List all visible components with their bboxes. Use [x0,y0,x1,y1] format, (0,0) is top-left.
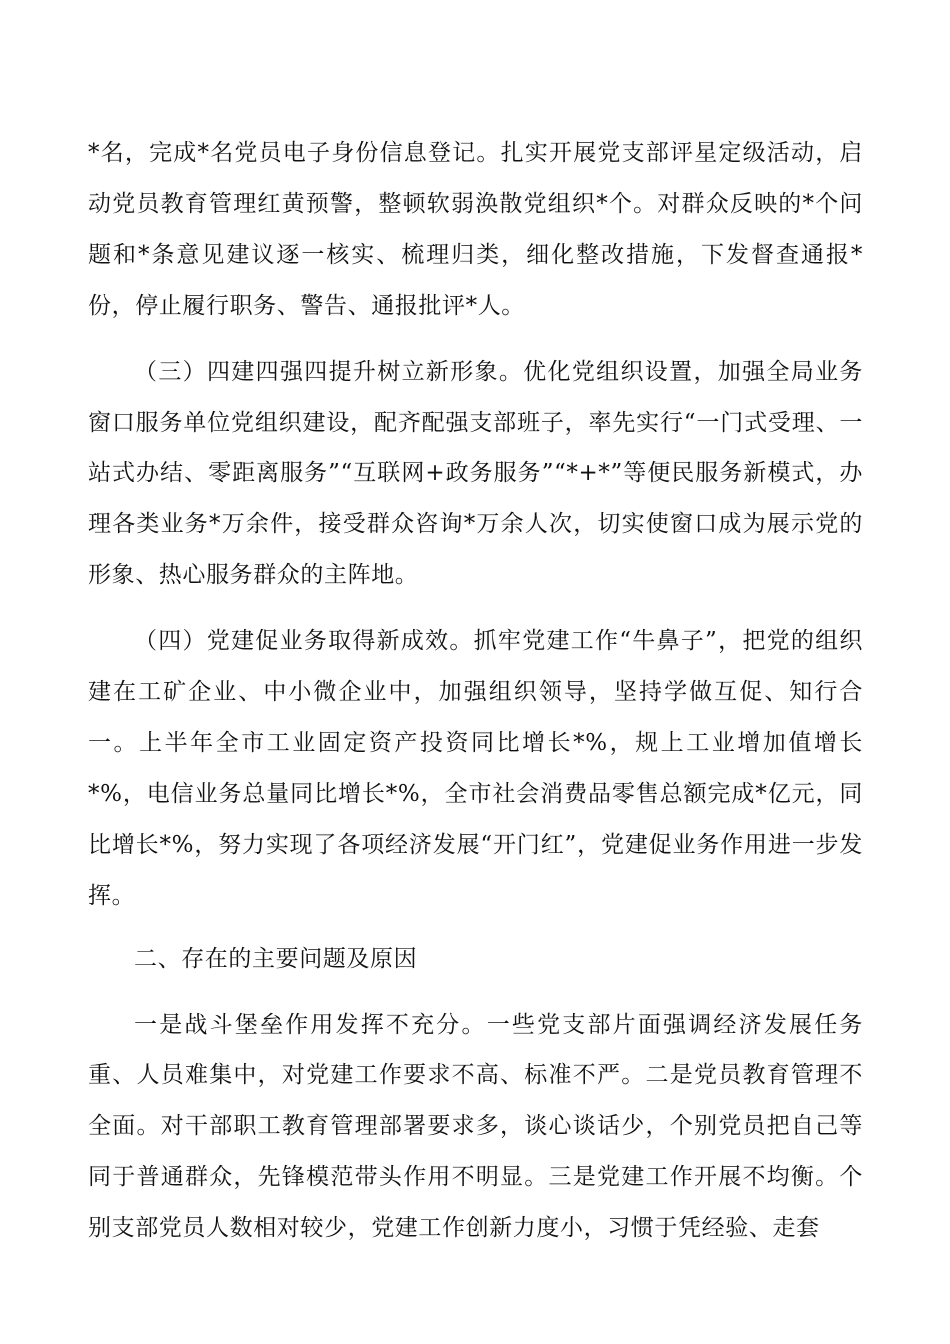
section-heading-problems: 二、存在的主要问题及原因 [134,945,418,972]
document-body [88,128,863,1254]
paragraph-section-four: （四）党建促业务取得新成效。抓牢党建工作“牛鼻子”，把党的组织建在工矿企业、中小微企业中，加强组织领导，坚持学做互促、知行合一。上半年全市工业固定资产投资同比增长*%，规上工业增加值增长*%，电信业务总量同比增长*%，全市社会消费品零售总额完成*亿元，同比增长*%，努力实现了各项经济发展“开门红”，党建促业务作用进一步发挥。 [88,628,863,909]
paragraph-section-three: （三）四建四强四提升树立新形象。优化党组织设置，加强全局业务窗口服务单位党组织建设，配齐配强支部班子，率先实行“一门式受理、一站式办结、零距离服务”“互联网+政务服务”“*+*”等便民服务新模式，办理各类业务*万余件，接受群众咨询*万余人次，切实使窗口成为展示党的形象、热心服务群众的主阵地。 [88,358,863,589]
paragraph-problems: 一是战斗堡垒作用发挥不充分。一些党支部片面强调经济发展任务重、人员难集中，对党建工作要求不高、标准不严。二是党员教育管理不全面。对干部职工教育管理部署要求多，谈心谈话少，个别党员把自己等同于普通群众，先锋模范带头作用不明显。三是党建工作开展不均衡。个别支部党员人数相对较少，党建工作创新力度小，习惯于凭经验、走套 [88,1011,863,1242]
paragraph-continuation: *名，完成*名党员电子身份信息登记。扎实开展党支部评星定级活动，启动党员教育管理红黄预警，整顿软弱涣散党组织*个。对群众反映的*个问题和*条意见建议逐一核实、梳理归类，细化整改措施，下发督查通报*份，停止履行职务、警告、通报批评*人。 [88,140,863,319]
